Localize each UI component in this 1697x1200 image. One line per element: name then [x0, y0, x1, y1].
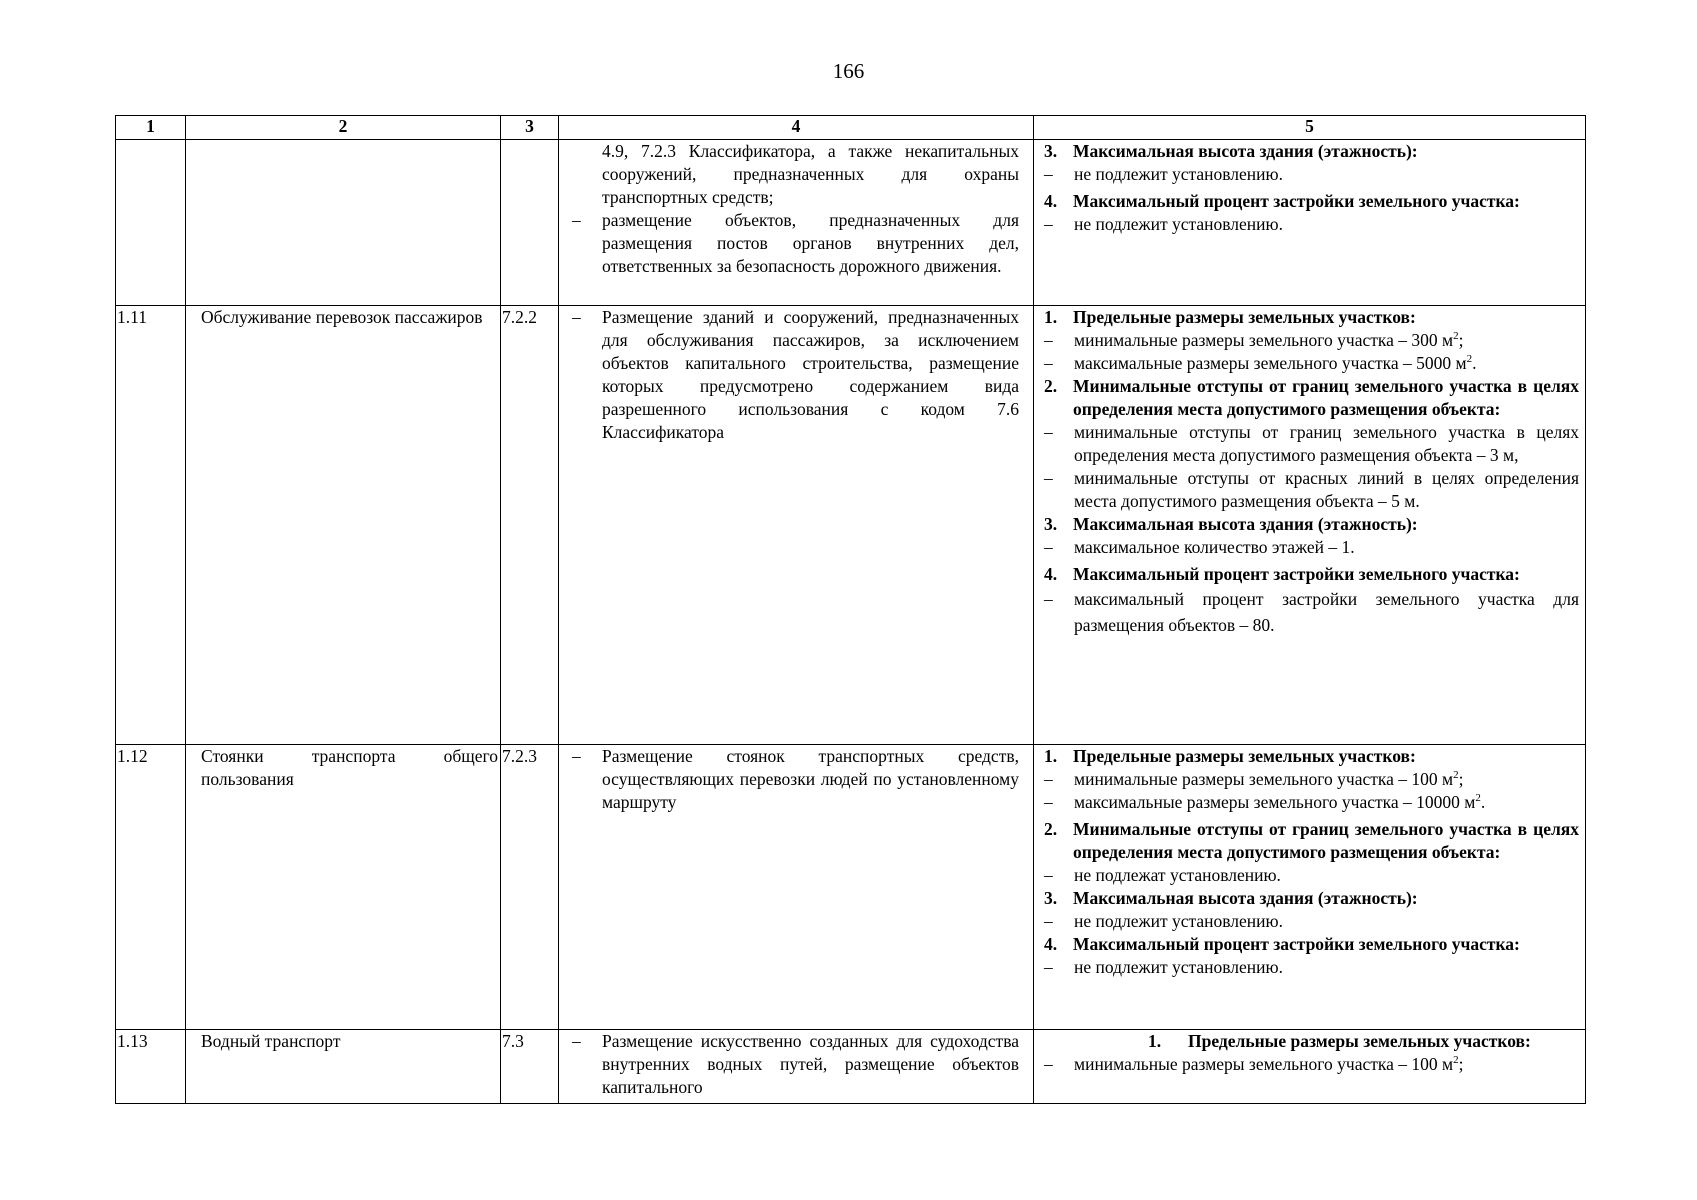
cell-code: 1.12 [116, 745, 186, 1030]
param-number: 4. [1044, 564, 1058, 584]
dash-bullet: – [1044, 422, 1053, 442]
param-heading [1044, 818, 1579, 864]
param-heading [1044, 375, 1579, 421]
param-heading [1044, 513, 1579, 536]
cell-parameters [1034, 745, 1586, 1030]
list-item-text: максимальные размеры земельного участка – 5000 $м^2$. [1074, 353, 1477, 373]
param-title: Максимальный процент застройки земельного участка: [1073, 191, 1520, 211]
list-item [1044, 910, 1579, 933]
param-title: Максимальная высота здания (этажность): [1073, 888, 1418, 908]
list-item [1044, 329, 1579, 352]
dash-bullet: – [1044, 330, 1053, 350]
list-item [572, 209, 1019, 278]
dash-bullet: – [1044, 537, 1053, 557]
param-title: Предельные размеры земельных участков: [1073, 307, 1416, 327]
list-item-text: минимальные размеры земельного участка – 300 $м^2$; [1074, 330, 1464, 350]
list-item-text: максимальный процент застройки земельного участка для размещения объектов – 80. [1074, 589, 1579, 635]
dash-bullet: – [1044, 589, 1053, 609]
table-row [116, 745, 1586, 1030]
param-number: 3. [1044, 888, 1058, 908]
list-item-text: Размещение стоянок транспортных средств, осуществляющих перевозки людей по установленному маршруту [602, 746, 1019, 812]
param-title: Минимальные отступы от границ земельного участка в целях определения места допустимого размещения объекта: [1073, 819, 1579, 862]
dash-bullet: – [1044, 164, 1053, 184]
param-heading [1044, 190, 1579, 213]
list-item-text: минимальные отступы от границ земельного участка в целях определения места допустимого размещения объекта – 3 м, [1074, 422, 1579, 465]
header-col-2: 2 [186, 116, 501, 140]
list-item [1044, 1053, 1579, 1076]
param-number: 1. [1148, 1031, 1162, 1051]
param-title: Максимальный процент застройки земельного участка: [1073, 934, 1520, 954]
description-text: 4.9, 7.2.3 Классификатора, а также некапитальных сооружений, предназначенных для охраны транспортных средств; [602, 141, 1019, 207]
dash-bullet: – [1044, 353, 1053, 373]
list-item-text: Размещение искусственно созданных для судоходства внутренних водных путей, размещение объектов капитального [602, 1031, 1019, 1097]
dash-bullet: – [572, 210, 581, 230]
header-col-1: 1 [116, 116, 186, 140]
list-item-text: не подлежит установлению. [1074, 957, 1283, 977]
list-item-text: Размещение зданий и сооружений, предназначенных для обслуживания пассажиров, за исключением объектов капитального строительства, размещение которых предусмотрено содержанием вида разрешенного использования с кодом 7.6 Классификатора [602, 307, 1019, 442]
cell-class-code [501, 140, 559, 306]
list-item [1044, 586, 1579, 638]
param-number: 4. [1044, 934, 1058, 954]
param-heading [1044, 745, 1579, 768]
param-title: Максимальная высота здания (этажность): [1073, 514, 1418, 534]
list-item [1044, 864, 1579, 887]
cell-description [559, 140, 1034, 306]
param-heading [1044, 933, 1579, 956]
header-col-5: 5 [1034, 116, 1586, 140]
dash-bullet: – [1044, 911, 1053, 931]
list-item-text: не подлежит установлению. [1074, 214, 1283, 234]
page-number: 166 [832, 59, 865, 83]
list-item [1044, 791, 1579, 814]
dash-bullet: – [572, 307, 581, 327]
param-title: Максимальный процент застройки земельного участка: [1073, 564, 1520, 584]
dash-bullet: – [1044, 792, 1053, 812]
dash-bullet: – [1044, 865, 1053, 885]
cell-class-code: 7.3 [501, 1030, 559, 1104]
table-row [116, 306, 1586, 745]
param-number: 2. [1044, 819, 1058, 839]
zoning-table [115, 115, 1586, 1104]
dash-bullet: – [572, 1031, 581, 1051]
table-row [116, 140, 1586, 306]
list-item [1044, 213, 1579, 236]
dash-bullet: – [1044, 957, 1053, 977]
list-item-text: максимальные размеры земельного участка – 10000 $м^2$. [1074, 792, 1486, 812]
list-item-text: минимальные размеры земельного участка – 100 $м^2$; [1074, 1054, 1464, 1074]
list-item-text: не подлежит установлению. [1074, 911, 1283, 931]
list-item-text: размещение объектов, предназначенных для размещения постов органов внутренних дел, ответственных за безопасность дорожного движения. [602, 210, 1019, 276]
list-item-text: не подлежит установлению. [1074, 164, 1283, 184]
cell-name: Стоянки транспорта общего пользования [186, 745, 501, 1030]
dash-bullet: – [572, 746, 581, 766]
param-number: 1. [1044, 746, 1058, 766]
header-col-4: 4 [559, 116, 1034, 140]
cell-description [559, 306, 1034, 745]
param-number: 1. [1044, 307, 1058, 327]
list-item [1044, 421, 1579, 467]
param-heading [1044, 140, 1579, 163]
table-row [116, 1030, 1586, 1104]
list-item-text: минимальные размеры земельного участка – 100 $м^2$; [1074, 769, 1464, 789]
list-item [572, 1030, 1019, 1099]
list-item-text: максимальное количество этажей – 1. [1074, 537, 1355, 557]
param-title: Предельные размеры земельных участков: [1073, 746, 1416, 766]
list-item-text: не подлежат установлению. [1074, 865, 1281, 885]
cell-description [559, 1030, 1034, 1104]
list-item [1044, 956, 1579, 979]
cell-class-code: 7.2.2 [501, 306, 559, 745]
cell-parameters [1034, 140, 1586, 306]
param-heading [1044, 887, 1579, 910]
list-item [1044, 467, 1579, 513]
list-item [572, 306, 1019, 444]
table-header-row [116, 116, 1586, 140]
param-heading [1044, 563, 1579, 586]
param-number: 3. [1044, 141, 1058, 161]
cell-name: Водный транспорт [186, 1030, 501, 1104]
cell-name [186, 140, 501, 306]
list-item [1044, 352, 1579, 375]
cell-class-code: 7.2.3 [501, 745, 559, 1030]
dash-bullet: – [1044, 468, 1053, 488]
param-heading [1044, 1030, 1579, 1053]
param-number: 3. [1044, 514, 1058, 534]
list-item [572, 745, 1019, 814]
cell-code [116, 140, 186, 306]
list-item [1044, 163, 1579, 186]
list-item-text: минимальные отступы от красных линий в целях определения места допустимого размещения объекта – 5 м. [1074, 468, 1579, 511]
cell-parameters [1034, 1030, 1586, 1104]
param-title: Минимальные отступы от границ земельного участка в целях определения места допустимого размещения объекта: [1073, 376, 1579, 419]
list-item [1044, 768, 1579, 791]
header-col-3: 3 [501, 116, 559, 140]
param-number: 4. [1044, 191, 1058, 211]
param-heading [1044, 306, 1579, 329]
dash-bullet: – [1044, 214, 1053, 234]
cell-parameters [1034, 306, 1586, 745]
list-item [1044, 536, 1579, 559]
param-number: 2. [1044, 376, 1058, 396]
param-title: Максимальная высота здания (этажность): [1073, 141, 1418, 161]
cell-name: Обслуживание перевозок пассажиров [186, 306, 501, 745]
cell-code: 1.11 [116, 306, 186, 745]
param-title: Предельные размеры земельных участков: [1188, 1031, 1531, 1051]
cell-description [559, 745, 1034, 1030]
dash-bullet: – [1044, 1054, 1053, 1074]
dash-bullet: – [1044, 769, 1053, 789]
cell-code: 1.13 [116, 1030, 186, 1104]
